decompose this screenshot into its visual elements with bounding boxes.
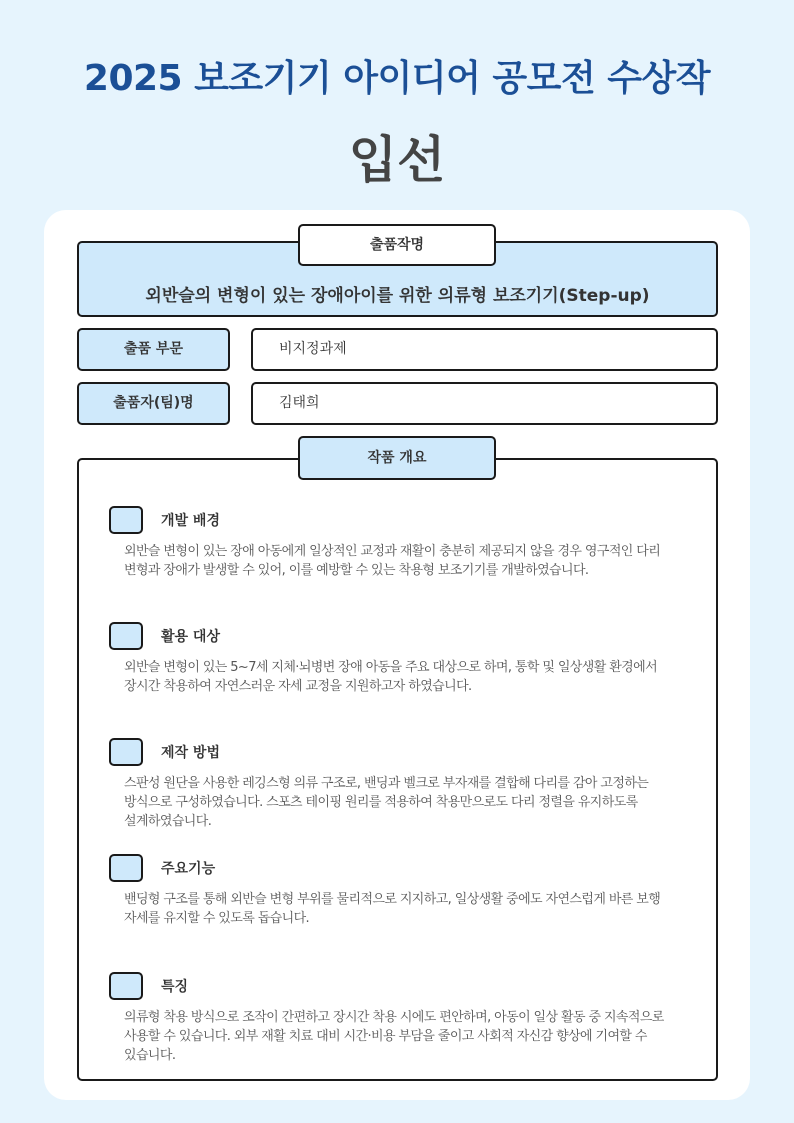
section-checkbox bbox=[109, 854, 143, 882]
section-title: 특징 bbox=[161, 979, 189, 995]
page-title: 2025 보조기기 아이디어 공모전 수상작 bbox=[83, 58, 711, 99]
award-title: 입선 bbox=[348, 131, 446, 189]
category-value: 비지정과제 bbox=[251, 328, 718, 371]
entry-title-value: 외반슬의 변형이 있는 장애아이를 위한 의류형 보조기기(Step-up) bbox=[145, 286, 650, 306]
section-body: 의류형 착용 방식으로 조작이 간편하고 장시간 착용 시에도 편안하며, 아동이 일상 활동 중 지속적으로 사용할 수 있습니다. 외부 재활 치료 대비 시간·비용 부담을 줄이고 사회적 자신감 향상에 기여할 수 있습니다. bbox=[124, 1010, 664, 1063]
entry-card bbox=[44, 210, 750, 1100]
section-title: 활용 대상 bbox=[161, 629, 220, 645]
section-checkbox bbox=[109, 622, 143, 650]
author-label: 출품자(팀)명 bbox=[77, 382, 230, 425]
author-value: 김태희 bbox=[251, 382, 718, 425]
section-checkbox bbox=[109, 506, 143, 534]
section-body: 밴딩형 구조를 통해 외반슬 변형 부위를 물리적으로 지지하고, 일상생활 중에도 자연스럽게 바른 보행 자세를 유지할 수 있도록 돕습니다. bbox=[124, 892, 661, 926]
section-title: 개발 배경 bbox=[161, 513, 220, 529]
overview-label: 작품 개요 bbox=[298, 436, 496, 480]
section-body: 스판성 원단을 사용한 레깅스형 의류 구조로, 밴딩과 벨크로 부자재를 결합해 다리를 감아 고정하는 방식으로 구성하였습니다. 스포츠 테이핑 원리를 적용하여 착용만으로도 다리 정렬을 유지하도록 설계하였습니다. bbox=[124, 776, 649, 829]
section-checkbox bbox=[109, 972, 143, 1000]
overview-box bbox=[77, 458, 718, 1081]
entry-title-label: 출품작명 bbox=[298, 224, 496, 266]
section-body: 외반슬 변형이 있는 장애 아동에게 일상적인 교정과 재활이 충분히 제공되지 않을 경우 영구적인 다리 변형과 장애가 발생할 수 있어, 이를 예방할 수 있는 착용형 보조기기를 개발하였습니다. bbox=[124, 544, 661, 578]
section-title: 제작 방법 bbox=[161, 745, 220, 761]
category-label: 출품 부문 bbox=[77, 328, 230, 371]
section-checkbox bbox=[109, 738, 143, 766]
section-body: 외반슬 변형이 있는 5~7세 지체·뇌병변 장애 아동을 주요 대상으로 하며, 통학 및 일상생활 환경에서 장시간 착용하여 자연스러운 자세 교정을 지원하고자 하였습니다. bbox=[124, 660, 658, 694]
section-title: 주요기능 bbox=[161, 861, 216, 877]
